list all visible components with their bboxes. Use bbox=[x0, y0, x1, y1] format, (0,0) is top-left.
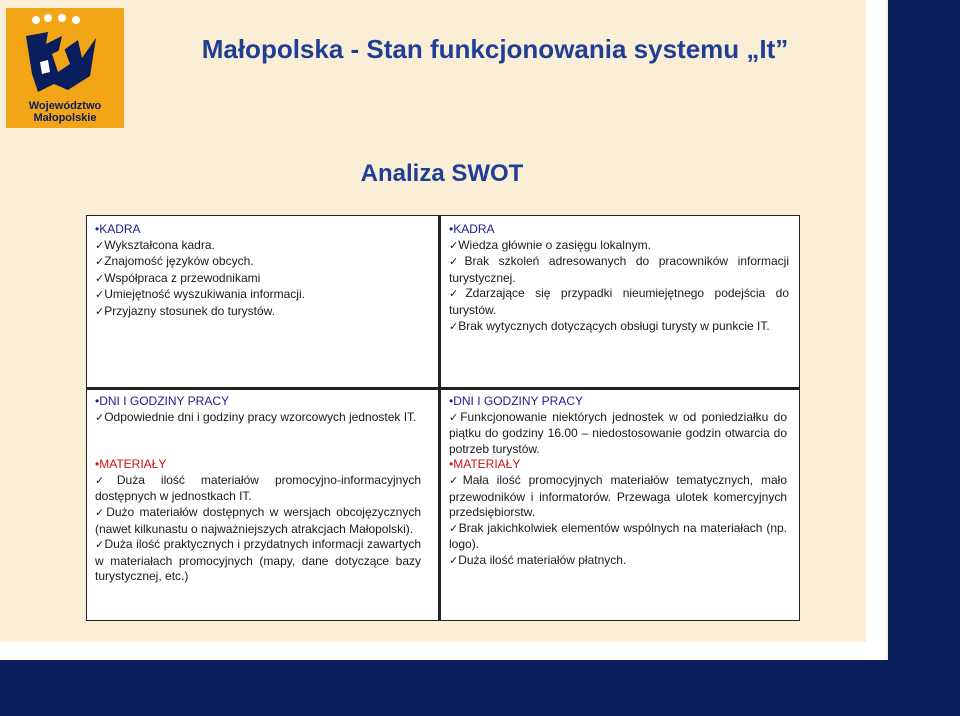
swot-table bbox=[86, 215, 800, 621]
checkmark-icon: ✓ bbox=[95, 272, 105, 285]
list-item: ✓Zdarzające się przypadki nieumiejętnego podejścia do turystów. bbox=[449, 286, 790, 317]
malopolska-emblem-icon bbox=[18, 14, 112, 98]
list-item: ✓Duża ilość materiałów promocyjno-informacyjnych dostępnych w jednostkach IT. bbox=[95, 472, 421, 504]
list-item: ✓Duża ilość praktycznych i przydatnych informacji zawartych w materiałach promocyjnych (mapy, dane dotyczące bazy turystycznej, etc.) bbox=[95, 537, 422, 584]
wojewodztwo-logo bbox=[6, 8, 124, 128]
checkmark-icon: ✓ bbox=[95, 506, 107, 519]
checkmark-icon: ✓ bbox=[449, 522, 459, 535]
checkmark-icon: ✓ bbox=[449, 474, 463, 487]
strengths-cell bbox=[95, 222, 425, 321]
list-item: ✓Wykształcona kadra. bbox=[95, 237, 215, 252]
list-item: ✓Umiejętność wyszukiwania informacji. bbox=[95, 287, 305, 302]
bottom-navy-band bbox=[0, 660, 960, 716]
bottom-right-cell bbox=[449, 394, 787, 570]
list-item: ✓Współpraca z przewodnikami bbox=[95, 270, 261, 285]
list-item: ✓Znajomość języków obcych. bbox=[95, 254, 254, 269]
hours-heading-left: •DNI I GODZINY PRACY bbox=[95, 394, 229, 408]
weaknesses-cell bbox=[449, 222, 789, 335]
checkmark-icon: ✓ bbox=[95, 539, 105, 552]
checkmark-icon: ✓ bbox=[449, 256, 465, 269]
list-item: ✓Dużo materiałów dostępnych w wersjach obcojęzycznych (nawet kilkunastu o najważniejszych atrakcjach Małopolski). bbox=[95, 504, 421, 536]
checkmark-icon: ✓ bbox=[95, 411, 105, 424]
list-item: ✓Przyjazny stosunek do turystów. bbox=[95, 303, 275, 318]
list-item: ✓Brak jakichkolwiek elementów wspólnych na materiałach (np. logo). bbox=[449, 520, 787, 552]
list-item: ✓Duża ilość materiałów płatnych. bbox=[449, 552, 627, 567]
right-navy-band bbox=[888, 0, 960, 716]
checkmark-icon: ✓ bbox=[95, 289, 105, 302]
checkmark-icon: ✓ bbox=[449, 239, 459, 252]
checkmark-icon: ✓ bbox=[95, 474, 117, 487]
list-item: ✓Odpowiednie dni i godziny pracy wzorcowych jednostek IT. bbox=[95, 409, 417, 424]
checkmark-icon: ✓ bbox=[449, 554, 459, 567]
materials-heading-left: •MATERIAŁY bbox=[95, 457, 167, 472]
checkmark-icon: ✓ bbox=[95, 239, 105, 252]
checkmark-icon: ✓ bbox=[95, 305, 105, 318]
table-vertical-divider bbox=[438, 216, 441, 620]
bottom-left-cell bbox=[95, 394, 421, 585]
list-item: ✓Mała ilość promocyjnych materiałów tematycznych, mało przewodników i informatorów. Przewaga ulotek komercyjnych przedsiębiorstw. bbox=[449, 472, 788, 520]
checkmark-icon: ✓ bbox=[449, 320, 459, 333]
hours-heading-right: •DNI I GODZINY PRACY bbox=[449, 394, 583, 408]
swot-subtitle: Analiza SWOT bbox=[360, 160, 524, 187]
list-item: ✓Brak szkoleń adresowanych do pracowników informacji turystycznej. bbox=[449, 254, 789, 285]
weaknesses-heading: •KADRA bbox=[449, 222, 495, 236]
table-horizontal-divider bbox=[87, 387, 799, 390]
list-item: ✓Brak wytycznych dotyczących obsługi turysty w punkcie IT. bbox=[449, 318, 770, 333]
strengths-heading: •KADRA bbox=[95, 222, 141, 236]
right-white-strip bbox=[866, 0, 886, 716]
list-item: ✓Wiedza głównie o zasięgu lokalnym. bbox=[449, 237, 651, 252]
logo-line-1: Województwo bbox=[28, 100, 102, 112]
page-title: Małopolska - Stan funkcjonowania systemu „It” bbox=[201, 34, 789, 64]
checkmark-icon: ✓ bbox=[449, 411, 461, 424]
checkmark-icon: ✓ bbox=[95, 256, 105, 269]
list-item: ✓Funkcjonowanie niektórych jednostek w od poniedziałku do piątku do godziny 16.00 – niedostosowanie godzin otwarcia do potrzeb turystów. bbox=[449, 409, 788, 456]
logo-line-2: Małopolskie bbox=[33, 112, 97, 124]
bottom-white-strip bbox=[0, 642, 866, 660]
materials-heading-right: •MATERIAŁY bbox=[449, 457, 521, 472]
checkmark-icon: ✓ bbox=[449, 288, 466, 301]
